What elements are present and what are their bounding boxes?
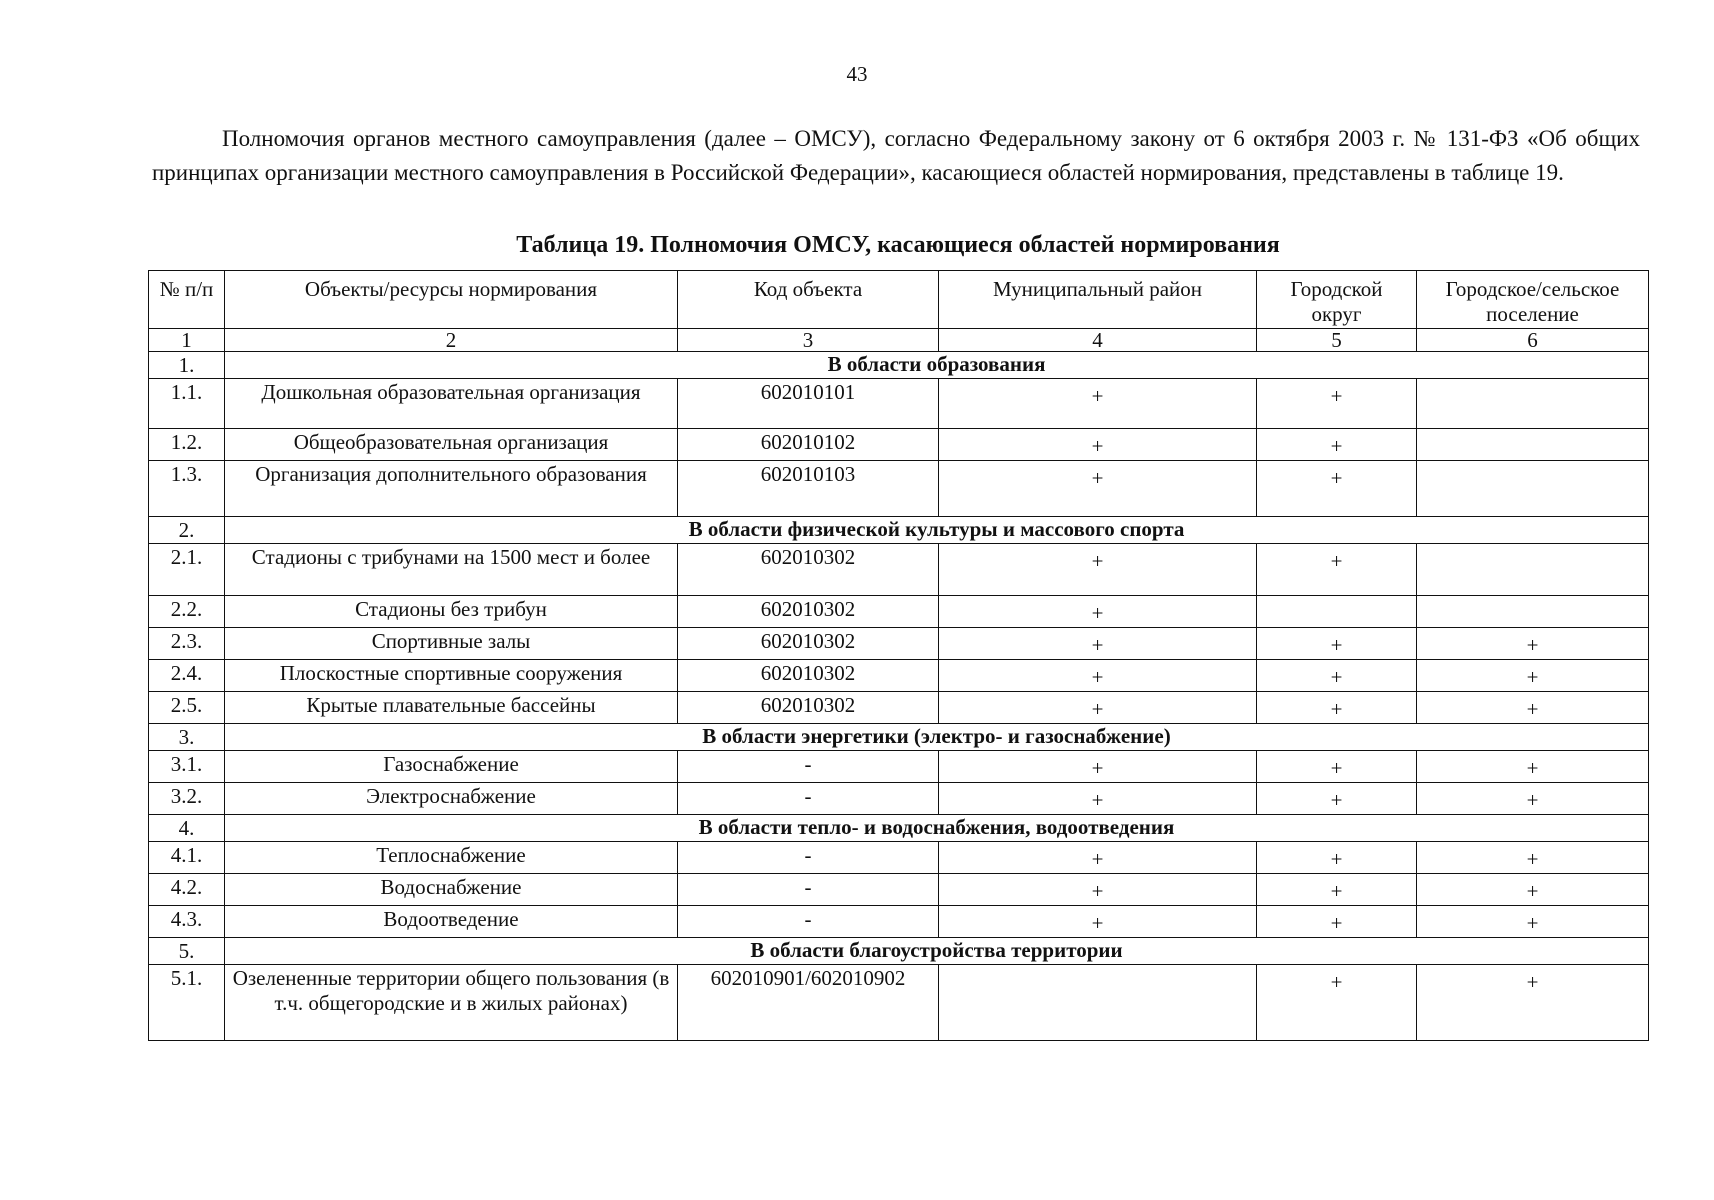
municipal-district-mark: + <box>939 628 1257 660</box>
municipal-district-mark: + <box>939 429 1257 461</box>
municipal-district-mark: + <box>939 783 1257 815</box>
section-row <box>149 938 1649 965</box>
municipal-district-mark: + <box>939 874 1257 906</box>
column-index: 1 <box>149 329 225 352</box>
object-code: - <box>678 906 939 938</box>
municipal-district-mark: + <box>939 842 1257 874</box>
city-district-mark: + <box>1257 461 1417 517</box>
row-number: 1.1. <box>149 379 225 429</box>
object-name: Теплоснабжение <box>225 842 678 874</box>
row-number: 3.2. <box>149 783 225 815</box>
settlement-mark: + <box>1417 906 1649 938</box>
object-name: Электроснабжение <box>225 783 678 815</box>
row-number: 2.3. <box>149 628 225 660</box>
table-row <box>149 596 1649 628</box>
section-title: В области благоустройства территории <box>225 938 1649 965</box>
section-row <box>149 352 1649 379</box>
section-number: 3. <box>149 724 225 751</box>
city-district-mark: + <box>1257 660 1417 692</box>
object-name: Водоотведение <box>225 906 678 938</box>
municipal-district-mark: + <box>939 544 1257 596</box>
row-number: 4.3. <box>149 906 225 938</box>
settlement-mark: + <box>1417 874 1649 906</box>
object-code: 602010103 <box>678 461 939 517</box>
object-code: - <box>678 783 939 815</box>
city-district-mark <box>1257 596 1417 628</box>
object-code: 602010302 <box>678 544 939 596</box>
settlement-mark: + <box>1417 783 1649 815</box>
object-name: Общеобразовательная организация <box>225 429 678 461</box>
object-name: Плоскостные спортивные сооружения <box>225 660 678 692</box>
city-district-mark: + <box>1257 379 1417 429</box>
object-code: 602010901/602010902 <box>678 965 939 1041</box>
row-number: 3.1. <box>149 751 225 783</box>
settlement-mark: + <box>1417 842 1649 874</box>
city-district-mark: + <box>1257 842 1417 874</box>
table-row <box>149 379 1649 429</box>
object-code: - <box>678 842 939 874</box>
municipal-district-mark: + <box>939 692 1257 724</box>
settlement-mark: + <box>1417 965 1649 1041</box>
settlement-mark: + <box>1417 751 1649 783</box>
city-district-mark: + <box>1257 783 1417 815</box>
header-objects: Объекты/ресурсы нормирования <box>225 271 678 329</box>
table-row <box>149 965 1649 1041</box>
settlement-mark: + <box>1417 692 1649 724</box>
table-row <box>149 692 1649 724</box>
city-district-mark: + <box>1257 751 1417 783</box>
city-district-mark: + <box>1257 965 1417 1041</box>
table-row <box>149 544 1649 596</box>
row-number: 4.1. <box>149 842 225 874</box>
table-row <box>149 874 1649 906</box>
table-row <box>149 842 1649 874</box>
column-index: 6 <box>1417 329 1649 352</box>
object-code: 602010302 <box>678 692 939 724</box>
section-title: В области тепло- и водоснабжения, водоотведения <box>225 815 1649 842</box>
row-number: 2.4. <box>149 660 225 692</box>
section-number: 1. <box>149 352 225 379</box>
section-title: В области энергетики (электро- и газоснабжение) <box>225 724 1649 751</box>
object-name: Стадионы с трибунами на 1500 мест и более <box>225 544 678 596</box>
header-code: Код объекта <box>678 271 939 329</box>
section-number: 2. <box>149 517 225 544</box>
row-number: 1.3. <box>149 461 225 517</box>
table-row <box>149 628 1649 660</box>
column-index: 4 <box>939 329 1257 352</box>
object-code: 602010302 <box>678 628 939 660</box>
settlement-mark <box>1417 461 1649 517</box>
page-number: 43 <box>846 62 868 86</box>
municipal-district-mark: + <box>939 596 1257 628</box>
object-code: - <box>678 751 939 783</box>
object-name: Газоснабжение <box>225 751 678 783</box>
table-row <box>149 783 1649 815</box>
column-index-row <box>149 329 1649 352</box>
object-name: Спортивные залы <box>225 628 678 660</box>
settlement-mark: + <box>1417 660 1649 692</box>
settlement-mark: + <box>1417 628 1649 660</box>
column-index: 5 <box>1257 329 1417 352</box>
settlement-mark <box>1417 379 1649 429</box>
row-number: 2.1. <box>149 544 225 596</box>
table-title: Таблица 19. Полномочия ОМСУ, касающиеся областей нормирования <box>516 232 1280 258</box>
header-num: № п/п <box>149 271 225 329</box>
section-row <box>149 815 1649 842</box>
object-code: 602010302 <box>678 596 939 628</box>
intro-paragraph: Полномочия органов местного самоуправления (далее – ОМСУ), согласно Федеральному закону от 6 октября 2003 г. № 131-ФЗ «Об общих принципах организации местного самоуправления в Российской Федерации», касающиеся областей нормирования, представлены в таблице 19. <box>152 126 1640 185</box>
settlement-mark <box>1417 429 1649 461</box>
city-district-mark: + <box>1257 429 1417 461</box>
header-settlement: Городское/сельское поселение <box>1417 271 1649 329</box>
settlement-mark <box>1417 596 1649 628</box>
section-number: 5. <box>149 938 225 965</box>
header-row <box>149 271 1649 329</box>
settlement-mark <box>1417 544 1649 596</box>
row-number: 5.1. <box>149 965 225 1041</box>
column-index: 2 <box>225 329 678 352</box>
table-row <box>149 461 1649 517</box>
city-district-mark: + <box>1257 628 1417 660</box>
object-name: Крытые плавательные бассейны <box>225 692 678 724</box>
column-index: 3 <box>678 329 939 352</box>
header-municipal-district: Муниципальный район <box>939 271 1257 329</box>
municipal-district-mark: + <box>939 379 1257 429</box>
section-title: В области образования <box>225 352 1649 379</box>
object-name: Дошкольная образовательная организация <box>225 379 678 429</box>
city-district-mark: + <box>1257 544 1417 596</box>
municipal-district-mark: + <box>939 906 1257 938</box>
municipal-district-mark: + <box>939 461 1257 517</box>
table-row <box>149 906 1649 938</box>
section-row <box>149 517 1649 544</box>
city-district-mark: + <box>1257 692 1417 724</box>
object-code: 602010302 <box>678 660 939 692</box>
row-number: 1.2. <box>149 429 225 461</box>
municipal-district-mark <box>939 965 1257 1041</box>
header-city-district: Городской округ <box>1257 271 1417 329</box>
object-name: Организация дополнительного образования <box>225 461 678 517</box>
city-district-mark: + <box>1257 906 1417 938</box>
table-row <box>149 429 1649 461</box>
row-number: 4.2. <box>149 874 225 906</box>
section-title: В области физической культуры и массового спорта <box>225 517 1649 544</box>
norms-table <box>148 270 1649 1041</box>
object-code: 602010102 <box>678 429 939 461</box>
object-code: 602010101 <box>678 379 939 429</box>
section-row <box>149 724 1649 751</box>
city-district-mark: + <box>1257 874 1417 906</box>
object-code: - <box>678 874 939 906</box>
section-number: 4. <box>149 815 225 842</box>
row-number: 2.5. <box>149 692 225 724</box>
row-number: 2.2. <box>149 596 225 628</box>
table-row <box>149 751 1649 783</box>
object-name: Водоснабжение <box>225 874 678 906</box>
municipal-district-mark: + <box>939 660 1257 692</box>
municipal-district-mark: + <box>939 751 1257 783</box>
table-row <box>149 660 1649 692</box>
object-name: Озелененные территории общего пользования (в т.ч. общегородские и в жилых районах) <box>225 965 678 1041</box>
table-body <box>149 329 1649 1041</box>
object-name: Стадионы без трибун <box>225 596 678 628</box>
